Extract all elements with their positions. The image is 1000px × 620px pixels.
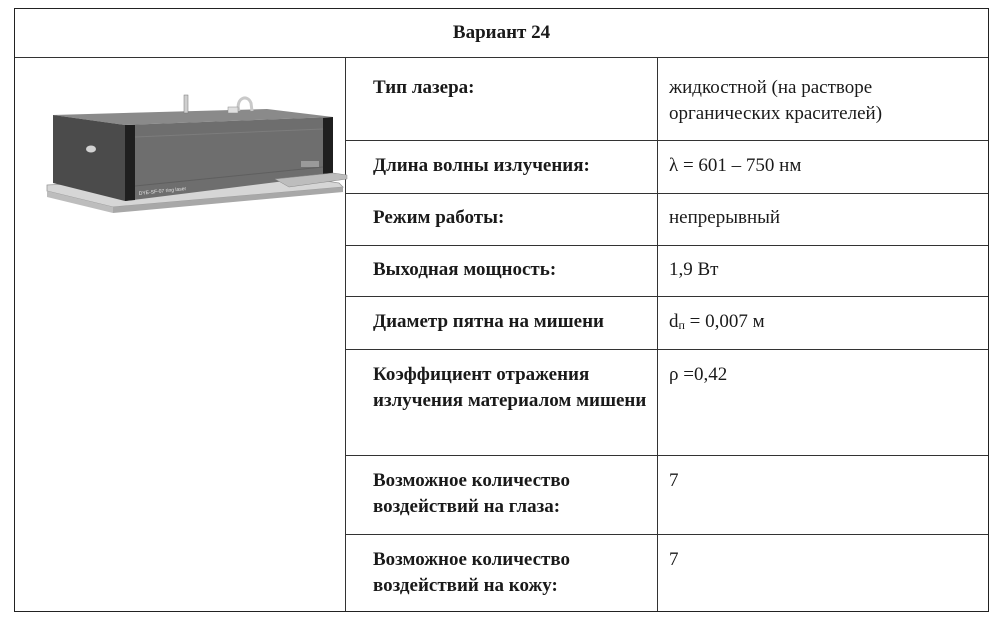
table-divider	[345, 140, 988, 141]
row-value-mode: непрерывный	[669, 207, 781, 228]
row-label-output-power: Выходная мощность:	[373, 259, 557, 280]
row-label-wavelength: Длина волны излучения:	[373, 155, 590, 176]
row-label-eye-exposures: Возможное количество воздействий на глаза:	[373, 470, 570, 517]
row-value-eye-exposures: 7	[669, 470, 679, 491]
device-nameplate: DYE-SF-07 ring laser	[138, 186, 187, 197]
row-label-spot-diameter: Диаметр пятна на мишени	[373, 311, 604, 332]
table-divider	[657, 57, 658, 611]
row-value-spot-diameter: $d_п = 0,007$ м	[669, 311, 765, 332]
table-divider	[345, 534, 988, 535]
variant-table	[14, 8, 989, 612]
row-value-skin-exposures: 7	[669, 549, 679, 570]
table-divider	[345, 245, 988, 246]
laser-device-image	[43, 89, 353, 249]
row-label-skin-exposures: Возможное количество воздействий на кожу:	[373, 549, 570, 596]
table-divider	[15, 57, 988, 58]
table-title: Вариант 24	[452, 22, 551, 43]
row-label-laser-type: Тип лазера:	[373, 77, 475, 98]
table-divider	[345, 193, 988, 194]
row-label-reflection-coefficient: Коэффициент отражения излучения материалом мишени	[373, 364, 647, 411]
row-value-laser-type: жидкостной (на растворе органических красителей)	[669, 77, 883, 124]
table-divider	[345, 296, 988, 297]
row-value-wavelength: λ = 601 – 750 нм	[669, 155, 802, 176]
row-value-reflection-coefficient: ρ =0,42	[669, 364, 728, 385]
table-divider	[345, 349, 988, 350]
table-divider	[345, 455, 988, 456]
row-label-mode: Режим работы:	[373, 207, 505, 228]
row-value-output-power: 1,9 Вт	[669, 259, 719, 280]
